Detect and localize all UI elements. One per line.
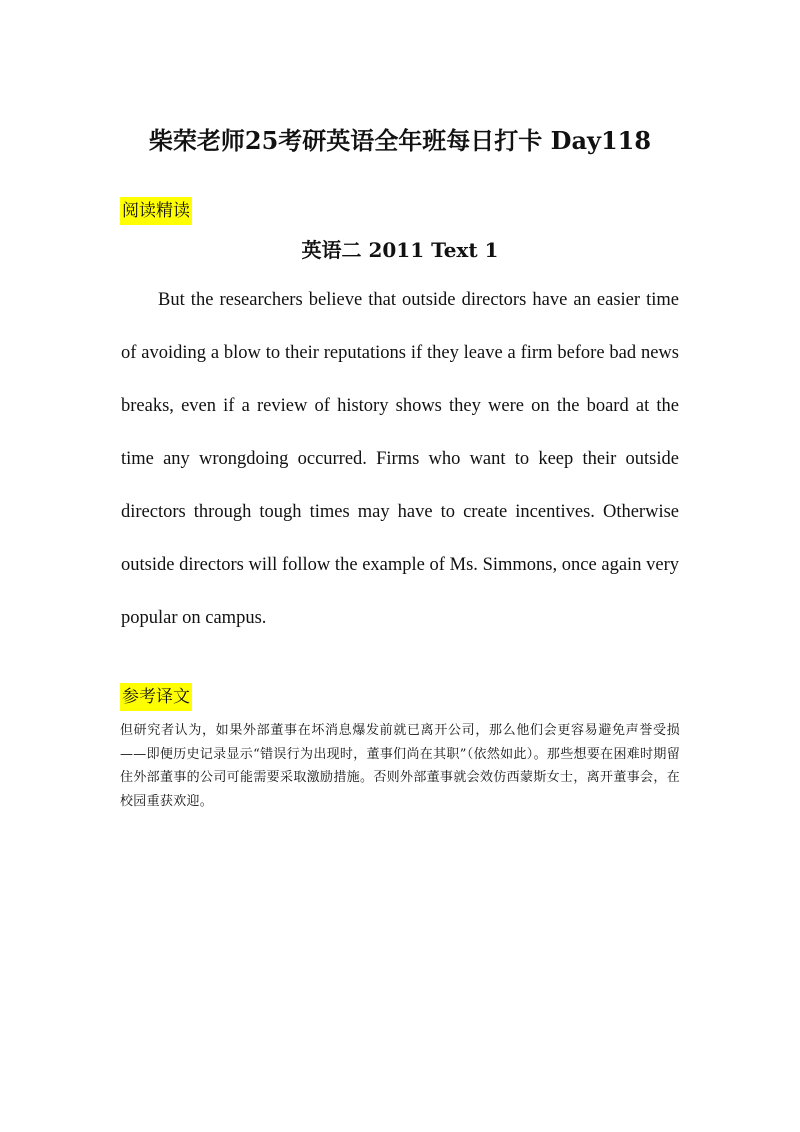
section-heading-translation: 参考译文: [120, 683, 192, 711]
reading-passage: But the researchers believe that outside directors have an easier time of avoiding a blow to their reputations if they leave a firm before bad news breaks, even if a review of history shows they were on the board at the time any wrongdoing occurred. Firms who want to keep their outside directors through tough times may have to create incentives. Otherwise outside directors will follow the example of Ms. Simmons, once again very popular on campus.: [121, 290, 679, 628]
page-title: 柴荣老师25考研英语全年班每日打卡 Day118: [148, 126, 652, 155]
translation-text: 但研究者认为，如果外部董事在坏消息爆发前就已离开公司，那么他们会更容易避免声誉受损——即便历史记录显示“错误行为出现时，董事们尚在其职”（依然如此）。那些想要在困难时期留住外部董事的公司可能需要采取激励措施。否则外部董事就会效仿西蒙斯女士，离开董事会，在校园重获欢迎。: [120, 723, 680, 809]
section-heading-reading: 阅读精读: [120, 197, 192, 225]
text-title: 英语二 2011 Text 1: [301, 238, 499, 262]
